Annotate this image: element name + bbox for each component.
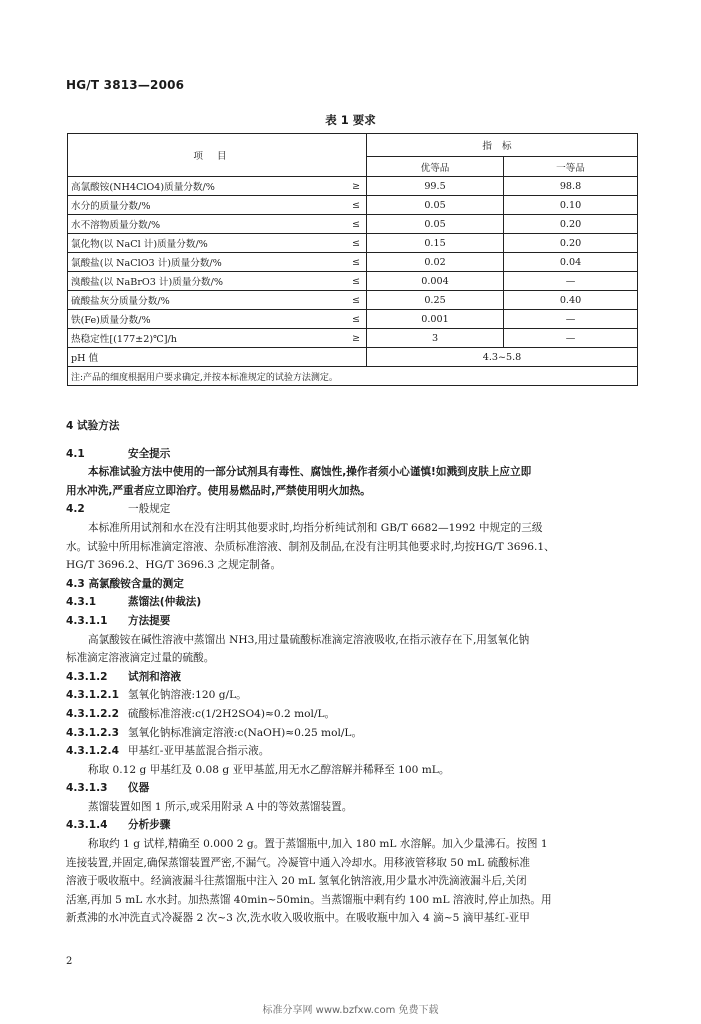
- row-operator: ≤: [346, 234, 367, 253]
- row-value-premium: 0.05: [367, 196, 504, 215]
- row-value-first: 98.8: [504, 177, 638, 196]
- section-4-2-heading: [66, 500, 638, 519]
- paragraph: 连接装置,并固定,确保蒸馏装置严密,不漏气。冷凝管中通入冷却水。用移液管移取 50 mL 硫酸标准: [66, 856, 530, 869]
- list-item: [66, 724, 638, 743]
- row-operator: ≤: [346, 310, 367, 329]
- row-value-premium: 0.25: [367, 291, 504, 310]
- table-row-ph: [68, 348, 638, 367]
- section-number: 4.3.1.1: [66, 614, 108, 627]
- row-value-first: —: [504, 272, 638, 291]
- row-item: 热稳定性[(177±2)℃]/h: [68, 329, 347, 348]
- section-number: 4.3.1: [66, 596, 97, 609]
- table-caption: 表 1 要求: [325, 113, 376, 127]
- row-value-first: 0.10: [504, 196, 638, 215]
- list-item: [66, 742, 638, 761]
- section-4-3-1-2-heading: [66, 668, 638, 687]
- header-grade-premium: 优等品: [367, 157, 504, 177]
- section-title: 一般规定: [128, 503, 171, 516]
- paragraph: 用水冲洗,严重者应立即治疗。使用易燃品时,严禁使用明火加热。: [66, 484, 371, 497]
- row-operator: ≤: [346, 215, 367, 234]
- section-4-3-1-heading: [66, 593, 638, 612]
- row-value-premium: 0.02: [367, 253, 504, 272]
- section-number: 4.3.1.2.2: [66, 707, 119, 720]
- row-value-premium: 0.001: [367, 310, 504, 329]
- paragraph: 新煮沸的水冲洗直式冷凝器 2 次~3 次,洗水收入吸收瓶中。在吸收瓶中加入 4 滴~5 滴甲基红-亚甲: [66, 912, 530, 925]
- section-4-3-1-4-heading: [66, 816, 638, 835]
- section-number: 4.3.1.2: [66, 670, 108, 683]
- table-row: [68, 177, 638, 196]
- document-body: [66, 417, 638, 928]
- list-item-text: 硫酸标准溶液:c(1/2H2SO4)≈0.2 mol/L。: [128, 707, 336, 720]
- paragraph: 称取约 1 g 试样,精确至 0.000 2 g。置于蒸馏瓶中,加入 180 mL 水溶解。加入少量沸石。按图 1: [88, 838, 548, 851]
- section-title: 试剂和溶液: [128, 670, 181, 683]
- row-item: 水分的质量分数/%: [68, 196, 347, 215]
- section-number: 4.1: [66, 447, 85, 460]
- table-row: [68, 310, 638, 329]
- row-value-first: 0.20: [504, 234, 638, 253]
- table-note-row: [68, 367, 638, 386]
- list-item-text: 氢氧化钠溶液:120 g/L。: [128, 689, 247, 702]
- header-item: 项目: [68, 134, 367, 177]
- row-value-first: 0.04: [504, 253, 638, 272]
- row-value-first: 0.40: [504, 291, 638, 310]
- row-operator: ≤: [346, 253, 367, 272]
- section-4-3-1-3-heading: [66, 779, 638, 798]
- paragraph: 活塞,再加 5 mL 水水封。加热蒸馏 40min~50min。当蒸馏瓶中剩有约 100 mL 溶液时,停止加热。用: [66, 893, 552, 906]
- header-grade-first: 一等品: [504, 157, 638, 177]
- row-operator: ≤: [346, 291, 367, 310]
- row-value-premium: 99.5: [367, 177, 504, 196]
- section-number: 4.3.1.3: [66, 782, 108, 795]
- row-value-first: 0.20: [504, 215, 638, 234]
- table-row: [68, 272, 638, 291]
- row-operator: ≥: [346, 177, 367, 196]
- section-number: 4.3.1.4: [66, 819, 108, 832]
- section-number: 4.2: [66, 503, 85, 516]
- table-row: [68, 196, 638, 215]
- table-row: [68, 329, 638, 348]
- table-note: 注:产品的细度根据用户要求确定,并按本标准规定的试验方法测定。: [68, 367, 638, 386]
- ph-label: pH 值: [68, 348, 367, 367]
- section-number: 4.3.1.2.3: [66, 726, 119, 739]
- paragraph: 称取 0.12 g 甲基红及 0.08 g 亚甲基蓝,用无水乙醇溶解并稀释至 100 mL。: [88, 763, 450, 776]
- paragraph: 蒸馏装置如图 1 所示,或采用附录 A 中的等效蒸馏装置。: [88, 800, 353, 813]
- list-item: [66, 686, 638, 705]
- paragraph: 本标准试验方法中使用的一部分试剂具有毒性、腐蚀性,操作者须小心谨慎!如溅到皮肤上应立即: [88, 466, 532, 479]
- paragraph: 本标准所用试剂和水在没有注明其他要求时,均指分析纯试剂和 GB/T 6682—1992 中规定的三级: [88, 521, 543, 534]
- section-4-heading: 4 试验方法: [66, 420, 120, 432]
- row-value-premium: 0.15: [367, 234, 504, 253]
- list-item-text: 甲基红-亚甲基蓝混合指示液。: [128, 745, 270, 758]
- row-item: 氯酸盐(以 NaClO3 计)质量分数/%: [68, 253, 347, 272]
- page-number: 2: [66, 956, 73, 967]
- paragraph: 标准滴定溶液滴定过量的硫酸。: [66, 652, 215, 665]
- row-value-first: —: [504, 329, 638, 348]
- row-item: 高氯酸铵(NH4ClO4)质量分数/%: [68, 177, 347, 196]
- section-4-3-1-1-heading: [66, 612, 638, 631]
- table-row: [68, 215, 638, 234]
- table-row: [68, 253, 638, 272]
- table-header-row: [68, 134, 638, 157]
- section-title: 分析步骤: [128, 819, 171, 832]
- ph-value: 4.3~5.8: [367, 348, 638, 367]
- standard-header: HG/T 3813—2006: [66, 78, 185, 92]
- footer-watermark: 标准分享网 www.bzfxw.com 免费下载: [262, 1005, 439, 1016]
- list-item-text: 氢氧化钠标准滴定溶液:c(NaOH)≈0.25 mol/L。: [128, 726, 363, 739]
- paragraph: 溶液于吸收瓶中。经滴液漏斗往蒸馏瓶中注入 20 mL 氢氧化钠溶液,用少量水冲洗滴液漏斗后,关闭: [66, 875, 527, 888]
- section-4-3-heading: 4.3 高氯酸铵含量的测定: [66, 577, 184, 590]
- row-value-first: —: [504, 310, 638, 329]
- row-operator: ≥: [346, 329, 367, 348]
- row-item: 水不溶物质量分数/%: [68, 215, 347, 234]
- paragraph: 高氯酸铵在碱性溶液中蒸馏出 NH3,用过量硫酸标准滴定溶液吸收,在指示液存在下,用氢氧化钠: [88, 633, 530, 646]
- row-item: 溴酸盐(以 NaBrO3 计)质量分数/%: [68, 272, 347, 291]
- section-4-1-heading: [66, 445, 638, 464]
- row-value-premium: 0.05: [367, 215, 504, 234]
- header-indicator: 指标: [367, 134, 638, 157]
- section-title: 安全提示: [128, 447, 171, 460]
- row-item: 氯化物(以 NaCl 计)质量分数/%: [68, 234, 347, 253]
- row-operator: ≤: [346, 272, 367, 291]
- row-item: 硫酸盐灰分质量分数/%: [68, 291, 347, 310]
- section-number: 4.3.1.2.1: [66, 689, 119, 702]
- table-row: [68, 291, 638, 310]
- list-item: [66, 705, 638, 724]
- section-title: 方法提要: [128, 614, 171, 627]
- section-title: 仪器: [128, 782, 150, 795]
- section-number: 4.3.1.2.4: [66, 745, 119, 758]
- row-operator: ≤: [346, 196, 367, 215]
- row-value-premium: 3: [367, 329, 504, 348]
- paragraph: HG/T 3696.2、HG/T 3696.3 之规定制备。: [66, 559, 282, 572]
- table-row: [68, 234, 638, 253]
- paragraph: 水。试验中所用标准滴定溶液、杂质标准溶液、制剂及制品,在没有注明其他要求时,均按HG/T 3696.1、: [66, 540, 555, 553]
- requirements-table: [67, 133, 638, 386]
- row-value-premium: 0.004: [367, 272, 504, 291]
- row-item: 铁(Fe)质量分数/%: [68, 310, 347, 329]
- section-title: 蒸馏法(仲裁法): [128, 596, 202, 609]
